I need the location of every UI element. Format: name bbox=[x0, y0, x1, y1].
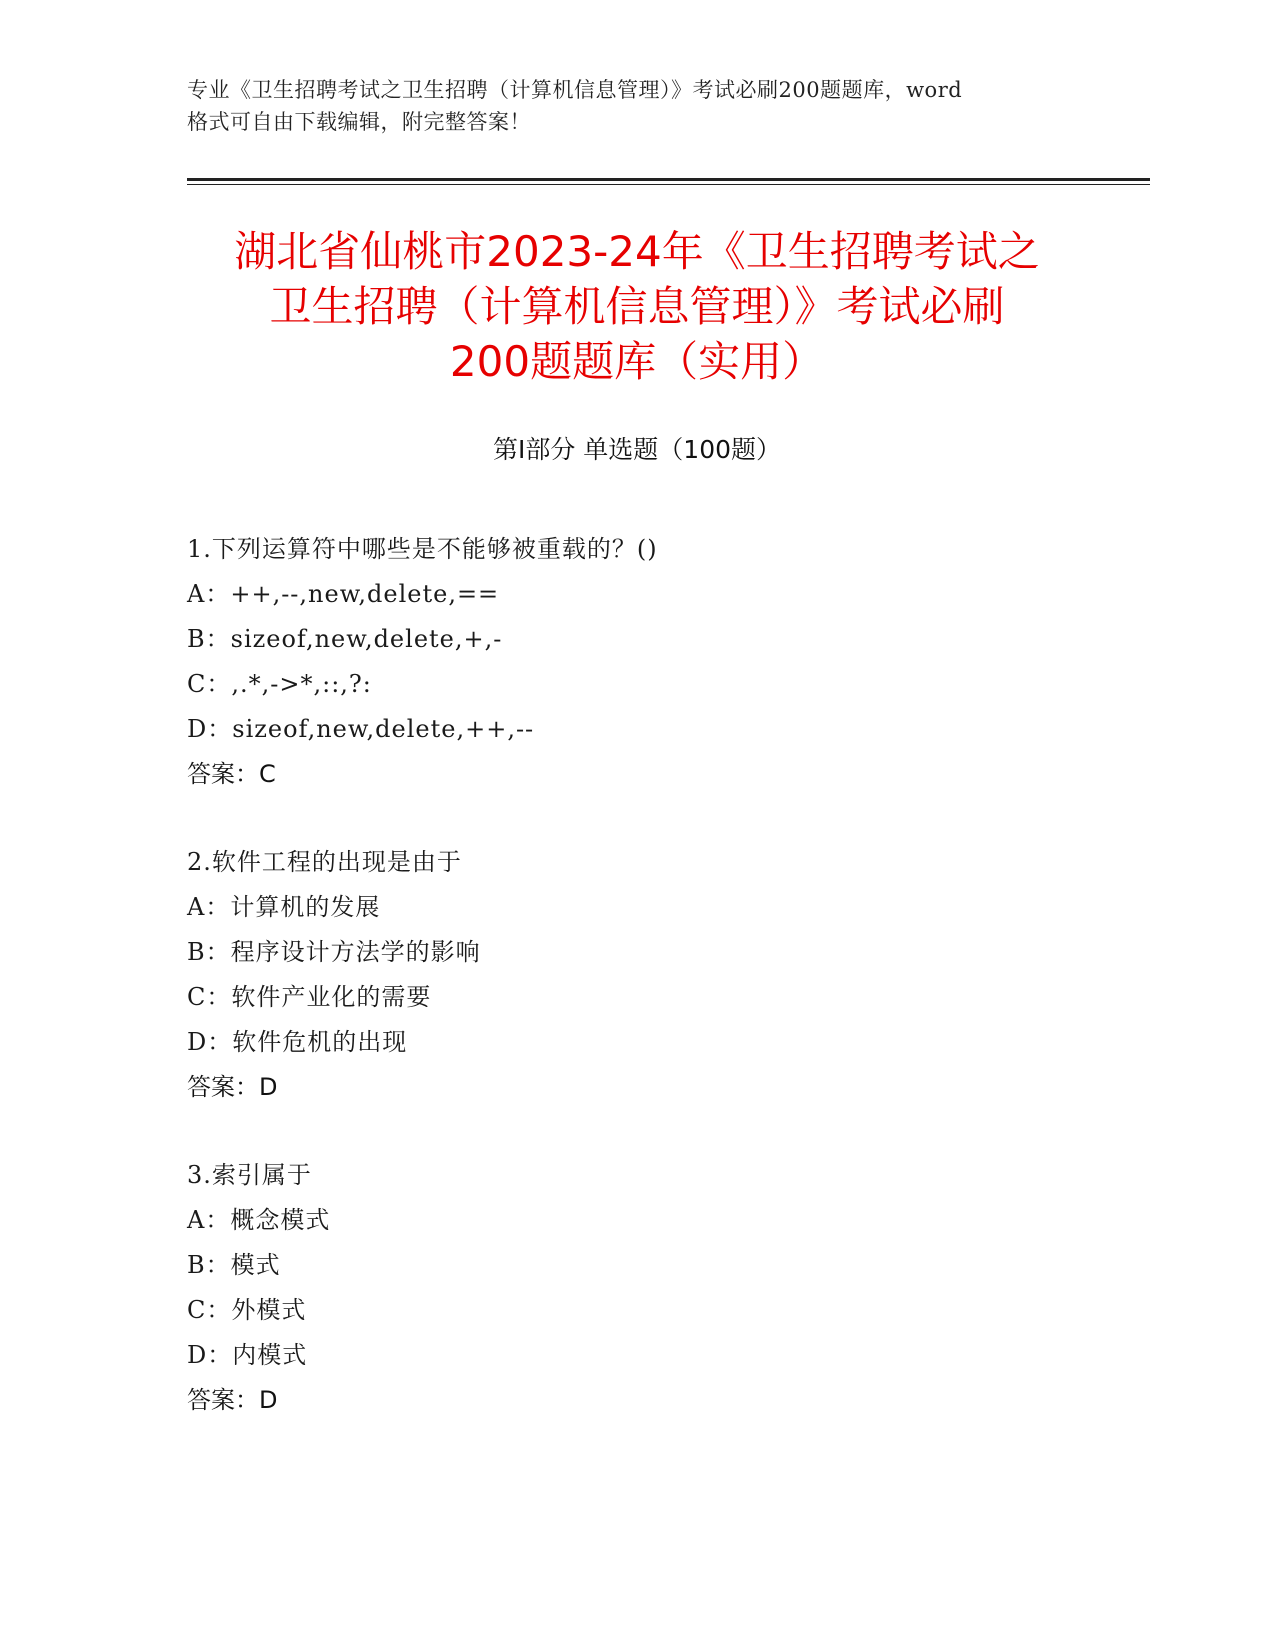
question-3 bbox=[187, 1153, 1087, 1423]
option-text: 软件危机的出现 bbox=[232, 1028, 408, 1056]
option-text: sizeof,new,delete,+,- bbox=[230, 625, 503, 653]
option-text: 概念模式 bbox=[230, 1206, 331, 1234]
option-c bbox=[187, 975, 1087, 1020]
option-text: sizeof,new,delete,++,-- bbox=[232, 715, 535, 743]
document-title-line-3: 200题题库（实用） bbox=[449, 337, 825, 386]
question-2 bbox=[187, 840, 1087, 1110]
option-key: A： bbox=[187, 1206, 231, 1234]
option-key: B： bbox=[187, 1251, 231, 1279]
document-title-line-1: 湖北省仙桃市2023-24年《卫生招聘考试之 bbox=[234, 227, 1040, 276]
answer: 答案：D bbox=[187, 1073, 278, 1101]
option-d bbox=[187, 707, 1087, 752]
option-b bbox=[187, 1243, 1087, 1288]
option-text: 外模式 bbox=[231, 1296, 307, 1324]
option-a bbox=[187, 1198, 1087, 1243]
header-note-line-1: 专业《卫生招聘考试之卫生招聘（计算机信息管理）》考试必刷200题题库，word bbox=[187, 78, 963, 102]
option-text: ,.*,->*,::,?: bbox=[231, 670, 372, 698]
question-stem: 2.软件工程的出现是由于 bbox=[187, 848, 462, 876]
option-key: A： bbox=[187, 580, 231, 608]
option-text: 软件产业化的需要 bbox=[231, 983, 432, 1011]
option-c bbox=[187, 1288, 1087, 1333]
option-text: 计算机的发展 bbox=[230, 893, 381, 921]
question-stem: 1.下列运算符中哪些是不能够被重载的？() bbox=[187, 535, 658, 563]
option-key: D： bbox=[187, 1341, 233, 1369]
option-key: C： bbox=[187, 670, 232, 698]
question-stem: 3.索引属于 bbox=[187, 1161, 312, 1189]
question-1 bbox=[187, 527, 1087, 797]
option-c bbox=[187, 662, 1087, 707]
option-b bbox=[187, 930, 1087, 975]
option-a bbox=[187, 572, 1087, 617]
option-text: 内模式 bbox=[232, 1341, 308, 1369]
header-note-line-2: 格式可自由下载编辑，附完整答案！ bbox=[187, 110, 531, 134]
option-key: A： bbox=[187, 893, 231, 921]
option-b bbox=[187, 617, 1087, 662]
document-title-line-2: 卫生招聘（计算机信息管理）》考试必刷 bbox=[269, 282, 1005, 331]
header-divider-thick bbox=[187, 178, 1150, 181]
answer: 答案：C bbox=[187, 760, 276, 788]
document-title bbox=[187, 224, 1087, 389]
option-a bbox=[187, 885, 1087, 930]
option-key: C： bbox=[187, 983, 232, 1011]
option-key: D： bbox=[187, 1028, 233, 1056]
answer: 答案：D bbox=[187, 1386, 278, 1414]
option-text: ++,--,new,delete,== bbox=[230, 580, 500, 608]
header-divider-thin bbox=[187, 184, 1150, 185]
option-d bbox=[187, 1333, 1087, 1378]
option-d bbox=[187, 1020, 1087, 1065]
option-key: B： bbox=[187, 625, 231, 653]
option-key: B： bbox=[187, 938, 231, 966]
option-text: 程序设计方法学的影响 bbox=[230, 938, 481, 966]
option-key: D： bbox=[187, 715, 233, 743]
header-note bbox=[187, 74, 1087, 138]
section-title: 第Ⅰ部分 单选题（100题） bbox=[492, 435, 782, 464]
option-key: C： bbox=[187, 1296, 232, 1324]
option-text: 模式 bbox=[230, 1251, 281, 1279]
question-list bbox=[187, 527, 1087, 1466]
